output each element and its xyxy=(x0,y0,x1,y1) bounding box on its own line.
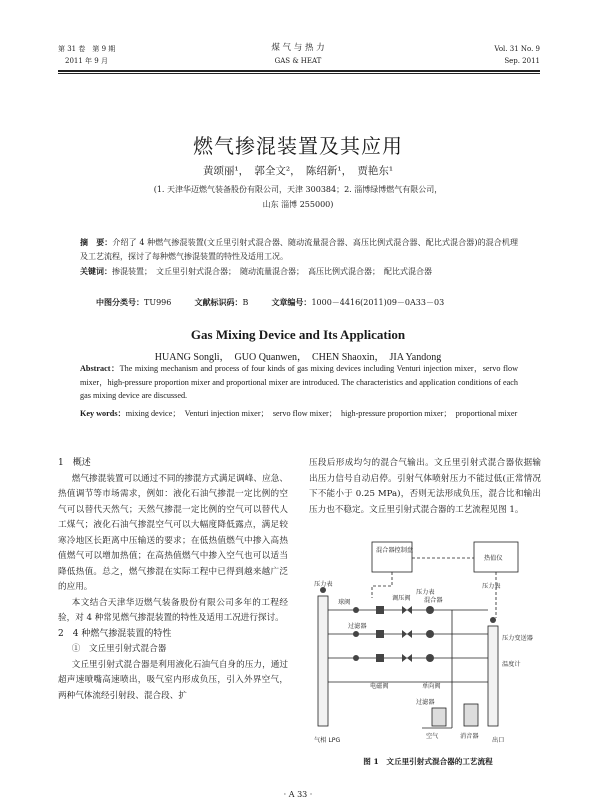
right-column-paragraph: 压段后形成均匀的混合气输出。文丘里引射式混合器依据输出压力信号自动启停。引射气体喷射压力不能过低(正常情况下不能小于 0.25 MPa)，否则无法形成负压，混合比和输出压力也不稳定。文丘里引射式混合器的工艺流程见图 1。 xyxy=(309,458,541,515)
keywords-label: 关键词： xyxy=(80,266,112,276)
english-abstract xyxy=(80,362,518,403)
article-no-value: 1000－4416(2011)09－0A33－03 xyxy=(311,298,445,307)
left-column xyxy=(58,456,288,704)
fig-label-transmitter: 压力变送器 xyxy=(502,635,533,642)
english-abstract-text: The mixing mechanism and process of four kinds of gas mixing devices including Venturi injection mixer，servo flow mixer，high-pressure proportion mixer and proportional mixer are introduced. The characteristics and application conditions of each gas mixing device are discussed. xyxy=(80,364,518,400)
english-keywords-label: Key words： xyxy=(80,409,126,418)
article-no-label: 文章编号： xyxy=(271,297,312,307)
abstract-text: 介绍了 4 种燃气掺混装置(文丘里引射式混合器、随动流量混合器、高压比例式混合器、配比式混合器)的混合机理及工艺流程，探讨了每种燃气掺混装置的特性及适用工况。 xyxy=(80,238,518,261)
fig-label-calorimeter: 热值仪 xyxy=(484,555,503,562)
affiliation xyxy=(90,182,506,212)
class-value: TU996 xyxy=(144,298,172,307)
fig-label-muffler: 消音器 xyxy=(460,733,479,740)
paper-title: 燃气掺混装置及其应用 xyxy=(193,134,403,158)
section-1-paragraph-2: 本文结合天津华迈燃气装备股份有限公司多年的工程经验，对 4 种常见燃气掺混装置的特性及适用工况进行探讨。 xyxy=(58,597,288,623)
fig-label-ball-valve: 球阀 xyxy=(338,599,351,606)
figure-1-caption: 图 1 文丘里引射式混合器的工艺流程 xyxy=(363,757,493,766)
fig-label-air-filter: 过滤器 xyxy=(416,699,435,706)
keywords-text: 掺混装置； 文丘里引射式混合器； 随动流量混合器； 高压比例式混合器； 配比式混合器 xyxy=(112,267,432,276)
fig-label-check-valve: 单向阀 xyxy=(422,683,441,690)
figure-1-process-diagram xyxy=(312,538,544,746)
muffler-box xyxy=(464,704,478,726)
english-abstract-label: Abstract： xyxy=(80,364,120,373)
fig-label-lpg: 气相 LPG xyxy=(314,737,341,744)
fig-label-air: 空气 xyxy=(426,733,439,740)
header-journal-cn: 煤 气 与 热 力 xyxy=(271,43,325,53)
fig-label-filter: 过滤器 xyxy=(348,623,367,630)
classification-line xyxy=(96,295,516,310)
affiliation-line-1: (1. 天津华迈燃气装备股份有限公司，天津 300384；2. 淄博绿博燃气有限公司， xyxy=(153,185,443,194)
abstract-label: 摘 要： xyxy=(80,237,113,247)
header-journal-en: GAS & HEAT xyxy=(274,57,322,65)
section-1-paragraph-1: 燃气掺混装置可以通过不同的掺混方式满足调峰、应急、热值调节等市场需求，例如：液化石油气掺混一定比例的空气可以替代天然气；天然气掺混一定比例的空气可以替代人工煤气；液化石油气掺混空气可以大幅度降低露点，满足较寒冷地区长距离中压输送的要求；在低热值燃气中掺入高热值燃气可以增加热值；在高热值燃气中掺入空气也可以适当降低热值。总之，燃气掺混在实际工程中已得到越来越广泛的应用。 xyxy=(58,473,288,592)
page-number: · A 33 · xyxy=(283,790,313,799)
fig-label-solenoid: 电磁阀 xyxy=(370,683,389,690)
header-date-en: Sep. 2011 xyxy=(504,57,540,65)
abstract-cn xyxy=(80,235,518,264)
section-1-heading: 1 概述 xyxy=(58,458,91,468)
fig-label-controller: 混合器控制盘 xyxy=(376,547,414,554)
fig-label-pressure-gauge-right: 压力表 xyxy=(482,583,501,590)
doc-code-label: 文献标识码： xyxy=(194,297,243,307)
section-2-heading: 2 4 种燃气掺混装置的特性 xyxy=(58,628,172,639)
header-rule-thin xyxy=(58,73,540,74)
authors: 黄颂丽¹， 郭全文²， 陈绍新¹， 贾艳东¹ xyxy=(202,165,394,177)
class-label: 中图分类号： xyxy=(96,297,144,307)
header-volume-en: Vol. 31 No. 9 xyxy=(494,45,540,53)
english-keywords-text: mixing device； Venturi injection mixer； servo flow mixer； high-pressure proportion mixer； proportional mixer xyxy=(125,409,518,418)
english-title: Gas Mixing Device and Its Application xyxy=(190,327,406,342)
fig-label-outlet: 出口 xyxy=(492,737,505,744)
fig-label-thermometer: 温度计 xyxy=(502,661,521,668)
english-keywords xyxy=(80,407,518,421)
fig-label-pressure-gauge-mid: 压力表 xyxy=(416,589,435,596)
air-filter-box xyxy=(432,708,446,726)
section-2-paragraph-1: 文丘里引射式混合器是利用液化石油气自身的压力，通过超声速喷嘴高速喷出，吸气室内形成负压，引入外界空气，两种气体流经引射段、混合段、扩 xyxy=(58,659,288,701)
affiliation-line-2: 山东 淄博 255000) xyxy=(262,200,334,209)
right-column xyxy=(309,456,541,518)
header-date: 2011 年 9 月 xyxy=(65,57,108,65)
section-2-subheading: ① 文丘里引射式混合器 xyxy=(71,644,167,654)
fig-label-regulator: 调压阀 xyxy=(392,595,411,602)
english-authors: HUANG Songli， GUO Quanwen， CHEN Shaoxin， JIA Yandong xyxy=(154,352,442,363)
doc-code-value: B xyxy=(242,298,249,307)
header-rule xyxy=(58,70,540,72)
fig-label-mixer: 混合器 xyxy=(424,597,443,604)
header-volume: 第 31 卷 第 9 期 xyxy=(58,45,116,53)
fig-label-pressure-gauge-left: 压力表 xyxy=(314,581,333,588)
lpg-inlet-pipe xyxy=(318,596,328,726)
outlet-pipe xyxy=(488,626,498,726)
keywords-cn xyxy=(80,264,518,279)
